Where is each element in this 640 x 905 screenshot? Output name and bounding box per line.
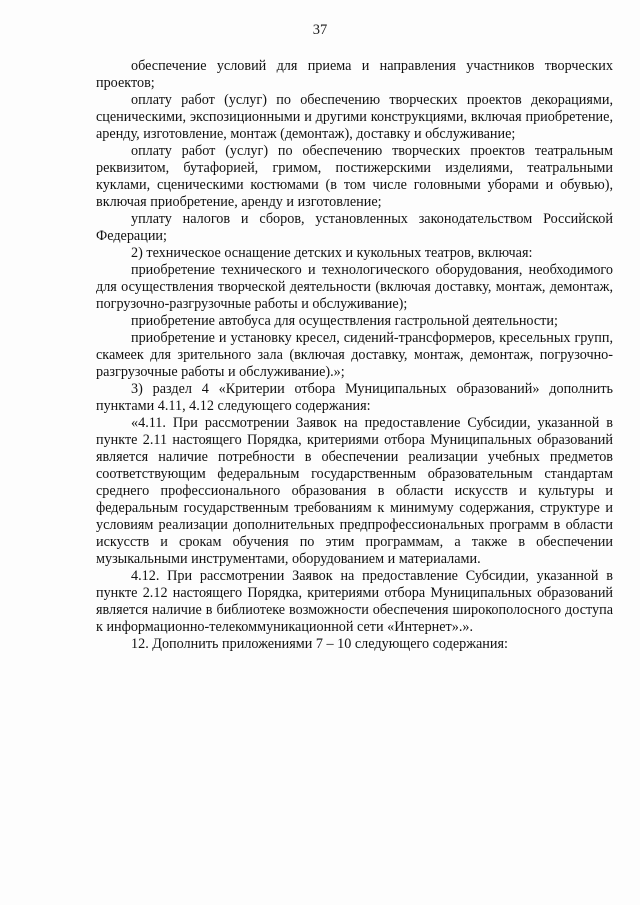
paragraph: оплату работ (услуг) по обеспечению творческих проектов декорациями, сценическими, экспозиционными и другими конструкциями, включая приобретение, аренду, изготовление, монтаж (демонтаж), доставку и обслуживание; [96,92,613,142]
paragraph: 3) раздел 4 «Критерии отбора Муниципальных образований» дополнить пунктами 4.11, 4.12 следующего содержания: [96,381,613,414]
page-number: 37 [312,22,328,38]
paragraph: 12. Дополнить приложениями 7 – 10 следующего содержания: [131,636,508,652]
paragraph: приобретение автобуса для осуществления гастрольной деятельности; [131,313,558,329]
paragraph: обеспечение условий для приема и направления участников творческих проектов; [96,58,613,91]
document-body [96,58,613,653]
paragraph: приобретение и установку кресел, сидений-трансформеров, кресельных групп, скамеек для зрительного зала (включая доставку, монтаж, демонтаж, погрузочно-разгрузочные работы и обслуживание).»; [96,330,613,380]
paragraph: оплату работ (услуг) по обеспечению творческих проектов театральным реквизитом, бутафорией, гримом, постижерскими изделиями, театральными куклами, сценическими костюмами (в том числе головными уборами и обувью), включая приобретение, аренду и изготовление; [96,143,613,210]
paragraph: уплату налогов и сборов, установленных законодательством Российской Федерации; [96,211,613,244]
paragraph: 2) техническое оснащение детских и кукольных театров, включая: [131,245,533,261]
paragraph: 4.12. При рассмотрении Заявок на предоставление Субсидии, указанной в пункте 2.12 настоящего Порядка, критериями отбора Муниципальных образований является наличие в библиотеке возможности обеспечения широкополосного доступа к информационно-телекоммуникационной сети «Интернет».». [96,568,613,635]
paragraph: «4.11. При рассмотрении Заявок на предоставление Субсидии, указанной в пункте 2.11 настоящего Порядка, критериями отбора Муниципальных образований является наличие потребности в обеспечении реализации учебных предметов соответствующим федеральным государственным образовательным стандартам среднего профессионального образования в области искусств и культуры и федеральным государственным требованиям к минимуму содержания, структуре и условиям реализации дополнительных предпрофессиональных программ в области искусств и срокам обучения по этим программам, а также в обеспечении музыкальными инструментами, оборудованием и материалами. [96,415,613,567]
paragraph: приобретение технического и технологического оборудования, необходимого для осуществления творческой деятельности (включая доставку, монтаж, демонтаж, погрузочно-разгрузочные работы и обслуживание); [96,262,613,312]
